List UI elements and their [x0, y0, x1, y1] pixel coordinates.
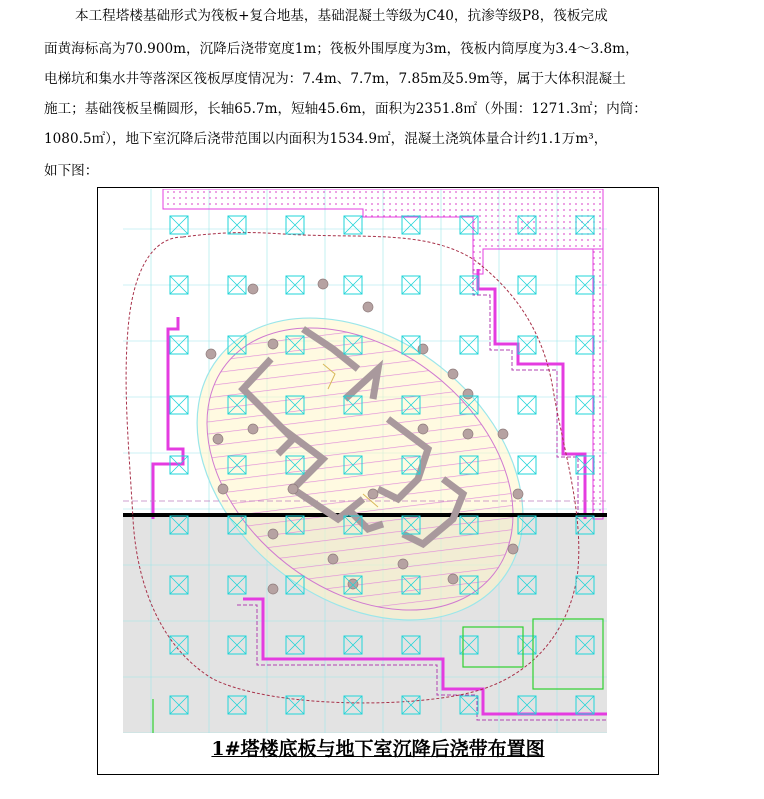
pile-marker	[328, 554, 338, 564]
column-box	[170, 336, 188, 354]
pile-marker	[288, 484, 298, 494]
foundation-plan-figure	[97, 187, 659, 775]
pile-marker	[218, 484, 228, 494]
column-box	[518, 456, 536, 474]
settlement-band-left	[153, 317, 183, 519]
pile-marker	[463, 389, 473, 399]
paragraph-line: 如下图：	[44, 163, 99, 179]
pile-marker	[448, 574, 458, 584]
foundation-plan-drawing	[123, 189, 607, 733]
column-box	[460, 336, 478, 354]
column-box	[576, 396, 594, 414]
paragraph-line: 本工程塔楼基础形式为筏板+复合地基，基础混凝土等级为C40，抗渗等级P8，筏板完成	[75, 8, 608, 24]
pile-marker	[448, 369, 458, 379]
column-box	[286, 216, 304, 234]
column-box	[576, 336, 594, 354]
pile-marker	[206, 349, 216, 359]
pile-marker	[248, 424, 258, 434]
pile-marker	[318, 279, 328, 289]
pile-marker	[268, 339, 278, 349]
column-box	[228, 216, 246, 234]
pile-marker	[418, 424, 428, 434]
column-box	[170, 216, 188, 234]
column-box	[402, 216, 420, 234]
column-box	[518, 336, 536, 354]
pile-marker	[268, 584, 278, 594]
pile-marker	[463, 429, 473, 439]
paragraph-line: 施工；基础筏板呈椭圆形，长轴65.7m，短轴45.6m，面积为2351.8㎡（外围：1271.3㎡；内筒：	[44, 101, 647, 117]
paragraph-line: 面黄海标高为70.900m，沉降后浇带宽度1m；筏板外围厚度为3m，筏板内筒厚度为3.4～3.8m，	[44, 41, 639, 57]
pile-marker	[268, 529, 278, 539]
column-box	[518, 396, 536, 414]
pile-marker	[508, 544, 518, 554]
pile-marker	[398, 559, 408, 569]
figure-caption: 1#塔楼底板与地下室沉降后浇带布置图	[211, 738, 545, 760]
pile-marker	[213, 434, 223, 444]
column-box	[170, 396, 188, 414]
column-box	[344, 216, 362, 234]
paragraph-line: 电梯坑和集水井等落深区筏板厚度情况为：7.4m、7.7m，7.85m及5.9m等，属于大体积混凝土	[44, 71, 626, 87]
pile-marker	[498, 429, 508, 439]
pile-marker	[363, 302, 373, 312]
pile-marker	[513, 489, 523, 499]
pile-marker	[248, 284, 258, 294]
paragraph-line: 1080.5㎡），地下室沉降后浇带范围以内面积为1534.9㎡，混凝土浇筑体量合计约1.1万m³，	[44, 131, 608, 147]
pile-marker	[368, 489, 378, 499]
pile-marker	[348, 579, 358, 589]
